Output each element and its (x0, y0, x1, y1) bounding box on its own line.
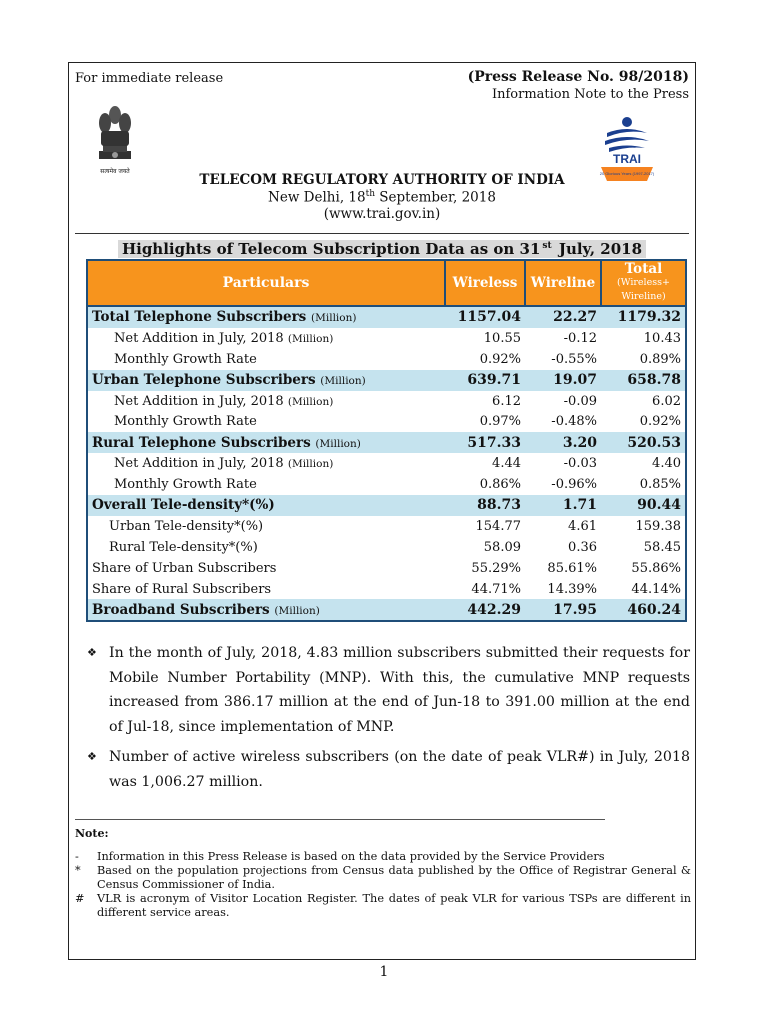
row-label: Monthly Growth Rate (114, 414, 257, 430)
cell-total: 460.24 (601, 599, 686, 621)
header-wireless: Wireless (445, 260, 525, 306)
cell-wireless: 4.44 (492, 456, 521, 472)
logo-text: TRAI (613, 152, 641, 166)
row-label: Urban Telephone Subscribers (Million) (87, 370, 445, 391)
cell-total: 159.38 (635, 518, 681, 534)
cell-wireline: 4.61 (568, 518, 597, 534)
table-row (87, 370, 686, 391)
cell-wireline: -0.48% (551, 414, 597, 430)
cell-wireline: -0.12 (563, 330, 597, 346)
bullet-vlr: ❖ Number of active wireless subscribers (on the date of peak VLR#) in July, 2018 was 1,006.27 million. (85, 745, 690, 794)
cell-wireline: 19.07 (525, 370, 601, 391)
info-note: Information Note to the Press (491, 87, 689, 102)
organization-name: TELECOM REGULATORY AUTHORITY OF INDIA (199, 172, 565, 188)
cell-wireless: 0.97% (479, 414, 521, 430)
cell-total: 55.86% (631, 560, 681, 576)
emblem-motto: सत्यमेव जयते (100, 168, 130, 175)
cell-wireless: 58.09 (483, 539, 521, 555)
cell-wireless: 0.92% (479, 351, 521, 367)
cell-total: 0.85% (639, 477, 681, 493)
table-row (87, 432, 686, 453)
row-label: Broadband Subscribers (Million) (87, 599, 445, 621)
cell-total: 0.89% (639, 351, 681, 367)
cell-total: 10.43 (643, 330, 681, 346)
diamond-bullet-icon: ❖ (87, 750, 97, 763)
cell-wireline: 3.20 (525, 432, 601, 453)
press-release-page (68, 62, 696, 960)
row-label: Net Addition in July, 2018 (Million) (114, 456, 334, 472)
cell-wireline: 14.39% (547, 581, 597, 597)
cell-wireline: -0.09 (563, 393, 597, 409)
row-label: Monthly Growth Rate (114, 351, 257, 367)
page-number: 1 (379, 964, 389, 980)
row-label: Monthly Growth Rate (114, 477, 257, 493)
cell-total: 90.44 (601, 495, 686, 516)
header-total: Total (Wireless+ Wireline) (601, 260, 686, 306)
row-label: Net Addition in July, 2018 (Million) (114, 330, 334, 346)
cell-wireline: -0.96% (551, 477, 597, 493)
cell-wireline: 0.36 (568, 539, 597, 555)
note-item: - Information in this Press Release is based on the data provided by the Service Providers (75, 850, 605, 863)
cell-total: 0.92% (639, 414, 681, 430)
table-row (87, 537, 686, 558)
table-row (87, 391, 686, 412)
table-row (87, 474, 686, 495)
table-row (87, 453, 686, 474)
cell-wireless: 55.29% (471, 560, 521, 576)
row-label: Net Addition in July, 2018 (Million) (114, 393, 334, 409)
row-label: Share of Urban Subscribers (92, 560, 277, 576)
table-row (87, 349, 686, 370)
cell-wireline: 1.71 (525, 495, 601, 516)
cell-wireless: 10.55 (483, 330, 521, 346)
note-title: Note: (75, 827, 109, 840)
cell-wireline: -0.55% (551, 351, 597, 367)
cell-wireline: 85.61% (547, 560, 597, 576)
cell-total: 1179.32 (601, 306, 686, 328)
cell-total: 44.14% (631, 581, 681, 597)
cell-total: 520.53 (601, 432, 686, 453)
cell-wireless: 1157.04 (445, 306, 525, 328)
table-row (87, 328, 686, 349)
cell-wireline: -0.03 (563, 456, 597, 472)
divider (75, 233, 689, 234)
cell-wireless: 442.29 (445, 599, 525, 621)
cell-total: 658.78 (601, 370, 686, 391)
row-label: Urban Tele-density*(%) (109, 518, 264, 534)
row-label: Share of Rural Subscribers (92, 581, 272, 597)
highlights-title: Highlights of Telecom Subscription Data as on 31 $^{st}$ July, 2018 (69, 239, 695, 258)
divider (75, 819, 605, 820)
cell-wireline: 17.95 (525, 599, 601, 621)
national-emblem-icon (95, 101, 135, 165)
table-row (87, 306, 686, 328)
row-label: Rural Telephone Subscribers (Million) (87, 432, 445, 453)
release-date: New Delhi, 18th September, 2018 (268, 189, 496, 206)
table-row (87, 579, 686, 600)
table-row (87, 411, 686, 432)
header-particulars: Particulars (87, 260, 445, 306)
cell-wireless: 88.73 (445, 495, 525, 516)
table-row (87, 558, 686, 579)
diamond-bullet-icon: ❖ (87, 646, 97, 659)
bullet-mnp: ❖ In the month of July, 2018, 4.83 million subscribers submitted their requests for Mobile Number Portability (MNP). With this, the cumulative MNP requests increased from 386.17 million at the end of Jun-18 to 391.00 million at the end of Jul-18, since implementation of MNP. (85, 641, 690, 739)
cell-wireless: 6.12 (492, 393, 521, 409)
table-row (87, 599, 686, 621)
press-release-number: (Press Release No. 98/2018) (467, 69, 689, 85)
table-row (87, 495, 686, 516)
note-item: * Based on the population projections from Census data published by the Office of Registrar General & Census Commissioner of India. (75, 864, 691, 891)
row-label: Overall Tele-density*(%) (87, 495, 445, 516)
cell-total: 4.40 (652, 456, 681, 472)
row-label: Rural Tele-density*(%) (109, 539, 258, 555)
cell-wireline: 22.27 (525, 306, 601, 328)
subscription-table (86, 259, 687, 622)
cell-wireless: 154.77 (475, 518, 521, 534)
cell-total: 6.02 (652, 393, 681, 409)
logo-badge: 20 Glorious Years (1997-2017) (599, 171, 655, 176)
cell-wireless: 44.71% (471, 581, 521, 597)
cell-total: 58.45 (643, 539, 681, 555)
cell-wireless: 517.33 (445, 432, 525, 453)
table-body (87, 306, 686, 621)
cell-wireless: 0.86% (479, 477, 521, 493)
row-label: Total Telephone Subscribers (Million) (87, 306, 445, 328)
bullet-list (85, 641, 690, 800)
website: (www.trai.gov.in) (323, 206, 441, 222)
notes-list (75, 850, 691, 920)
release-status: For immediate release (75, 71, 224, 86)
cell-wireless: 639.71 (445, 370, 525, 391)
header-wireline: Wireline (525, 260, 601, 306)
table-row (87, 516, 686, 537)
note-item: # VLR is acronym of Visitor Location Register. The dates of peak VLR for various TSPs are different in different service areas. (75, 892, 691, 919)
